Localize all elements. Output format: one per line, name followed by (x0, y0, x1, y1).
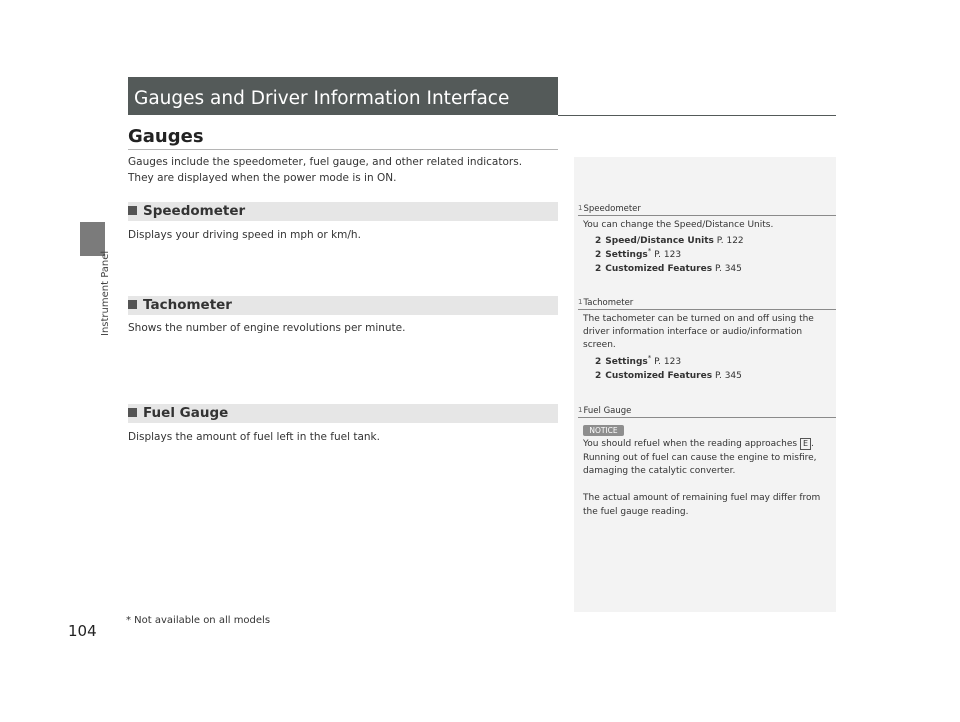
ref-customized-features[interactable]: 2 Customized Features P. 345 (595, 264, 742, 274)
note-rule (578, 215, 836, 216)
speedometer-text: Displays your driving speed in mph or km/h. (128, 229, 361, 241)
chapter-side-label: Instrument Panel (100, 250, 111, 336)
ref-speed-distance-units[interactable]: 2 Speed/Distance Units P. 122 (595, 236, 744, 246)
cross-ref-arrow-icon: 2 (595, 357, 602, 367)
note-rule (578, 417, 836, 418)
note-title-fuel-gauge: 1Fuel Gauge (578, 406, 632, 416)
note-title-speedometer: 1Speedometer (578, 204, 641, 214)
ref-settings[interactable]: 2 Settings* P. 123 (595, 247, 682, 260)
chapter-title: Gauges and Driver Information Interface (134, 88, 510, 109)
heading-rule (128, 149, 558, 150)
fuel-note-line-5: the fuel gauge reading. (583, 507, 689, 517)
tachometer-note-line-3: screen. (583, 340, 616, 350)
fuel-note-line-3: damaging the catalytic converter. (583, 466, 736, 476)
section-square-icon (128, 206, 137, 215)
fuel-gauge-text: Displays the amount of fuel left in the fuel tank. (128, 431, 380, 443)
notice-badge: NOTICE (583, 425, 624, 436)
empty-mark-icon: E (800, 438, 811, 450)
cross-ref-arrow-icon: 2 (595, 371, 602, 381)
tachometer-text: Shows the number of engine revolutions per minute. (128, 322, 406, 334)
intro-line-2: They are displayed when the power mode is in ON. (128, 172, 397, 184)
tachometer-note-line-1: The tachometer can be turned on and off using the (583, 314, 814, 324)
footnote: * Not available on all models (126, 615, 271, 626)
cross-ref-arrow-icon: 2 (595, 236, 602, 246)
page-number: 104 (68, 622, 97, 640)
fuel-note-line-1: You should refuel when the reading approaches E . (583, 439, 814, 449)
section-square-icon (128, 300, 137, 309)
section-square-icon (128, 408, 137, 417)
section-title-fuel-gauge: Fuel Gauge (128, 405, 228, 421)
ref-settings[interactable]: 2 Settings* P. 123 (595, 354, 682, 367)
cross-ref-arrow-icon: 2 (595, 264, 602, 274)
section-title-speedometer: Speedometer (128, 203, 245, 219)
fuel-note-line-4: The actual amount of remaining fuel may differ from (583, 493, 821, 503)
page-heading: Gauges (128, 126, 204, 147)
speedometer-note-text: You can change the Speed/Distance Units. (583, 220, 774, 230)
cross-ref-arrow-icon: 2 (595, 250, 602, 260)
fuel-note-line-2: Running out of fuel can cause the engine to misfire, (583, 453, 817, 463)
chapter-rule (558, 115, 836, 116)
note-title-tachometer: 1Tachometer (578, 298, 634, 308)
tachometer-note-line-2: driver information interface or audio/information (583, 327, 803, 337)
note-rule (578, 309, 836, 310)
intro-line-1: Gauges include the speedometer, fuel gauge, and other related indicators. (128, 156, 523, 168)
ref-customized-features[interactable]: 2 Customized Features P. 345 (595, 371, 742, 381)
section-title-tachometer: Tachometer (128, 297, 232, 313)
